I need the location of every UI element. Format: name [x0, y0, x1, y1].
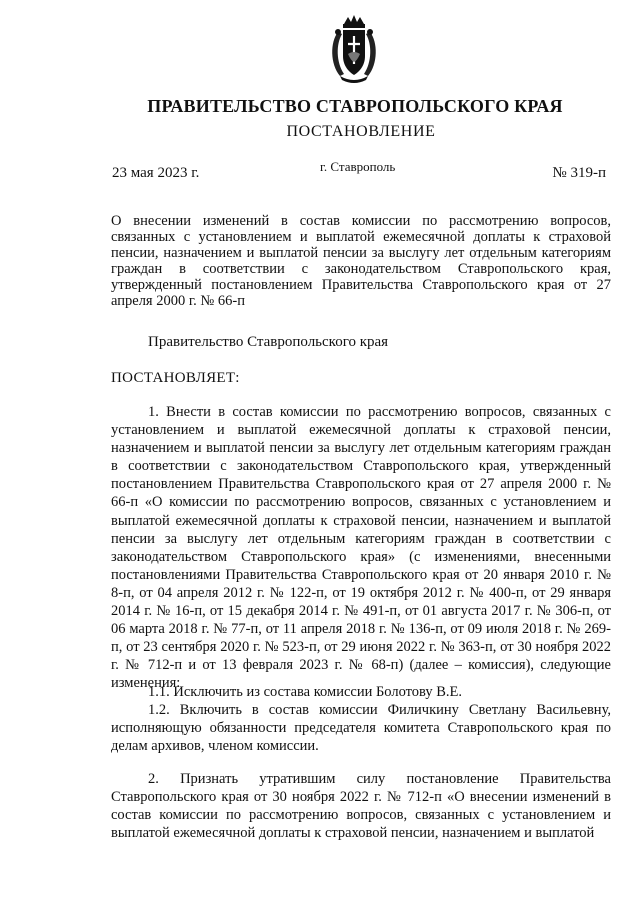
document-subject: О внесении изменений в состав комиссии по рассмотрению вопросов, связанных с установлением и выплатой ежемесячной доплаты к страховой пенсии, назначением и выплатой пенсии за выслугу лет отдельным категориям граждан в соответствии с законодательством Ставропольского края, утвержденный постановлением Правительства Ставропольского края от 27 апреля 2000 г. № 66-п — [111, 213, 611, 309]
paragraph-item-2: 2. Признать утратившим силу постановление Правительства Ставропольского края от 30 ноября 2022 г. № 712-п «О внесении изменений в состав комиссии по рассмотрению вопросов, связанных с установлением и выплатой ежемесячной доплаты к страховой пенсии, назначением и выплатой — [111, 771, 611, 842]
paragraph-item-1-1: 1.1. Исключить из состава комиссии Болотову В.Е. — [148, 684, 463, 700]
stavropol-coat-of-arms-icon — [324, 14, 384, 86]
paragraph-item-1-2: 1.2. Включить в состав комиссии Филичкину Светлану Васильевну, исполняющую обязанности председателя комитета Ставропольского края по делам архивов, членом комиссии. — [111, 702, 611, 755]
decrees-heading: ПОСТАНОВЛЯЕТ: — [111, 370, 240, 386]
government-title: ПРАВИТЕЛЬСТВО СТАВРОПОЛЬСКОГО КРАЯ — [147, 96, 563, 116]
paragraph-item-1: 1. Внести в состав комиссии по рассмотрению вопросов, связанных с установлением и выплатой ежемесячной доплаты к страховой пенсии, назначением и выплатой пенсии за выслугу лет отдельным категориям граждан в соответствии с законодательством Ставропольского края, утвержденный постановлением Правительства Ставропольского края от 27 апреля 2000 г. № 66-п «О комиссии по рассмотрению вопросов, связанных с установлением и выплатой ежемесячной доплаты к страховой пенсии, назначением и выплатой пенсии за выслугу лет отдельным категориям граждан в соответствии с законодательством Ставропольского края» (с изменениями, внесенными постановлениями Правительства Ставропольского края от 20 января 2010 г. № 8-п, от 04 апреля 2012 г. № 122-п, от 19 октября 2012 г. № 400-п, от 29 января 2014 г. № 16-п, от 15 декабря 2014 г. № 491-п, от 01 августа 2017 г. № 306-п, от 06 марта 2018 г. № 77-п, от 11 апреля 2018 г. № 136-п, от 09 июля 2018 г. № 269-п, от 23 сентября 2020 г. № 523-п, от 29 июня 2022 г. № 363-п, от 30 ноября 2022 г. № 712-п и от 13 февраля 2023 г. № 68-п) (далее – комиссия), следующие изменения: — [111, 404, 611, 692]
document-date: 23 мая 2023 г. — [112, 165, 200, 181]
document-number: № 319-п — [552, 165, 606, 181]
issuing-authority: Правительство Ставропольского края — [148, 334, 389, 350]
document-type: ПОСТАНОВЛЕНИЕ — [286, 123, 436, 140]
document-city: г. Ставрополь — [320, 159, 396, 174]
